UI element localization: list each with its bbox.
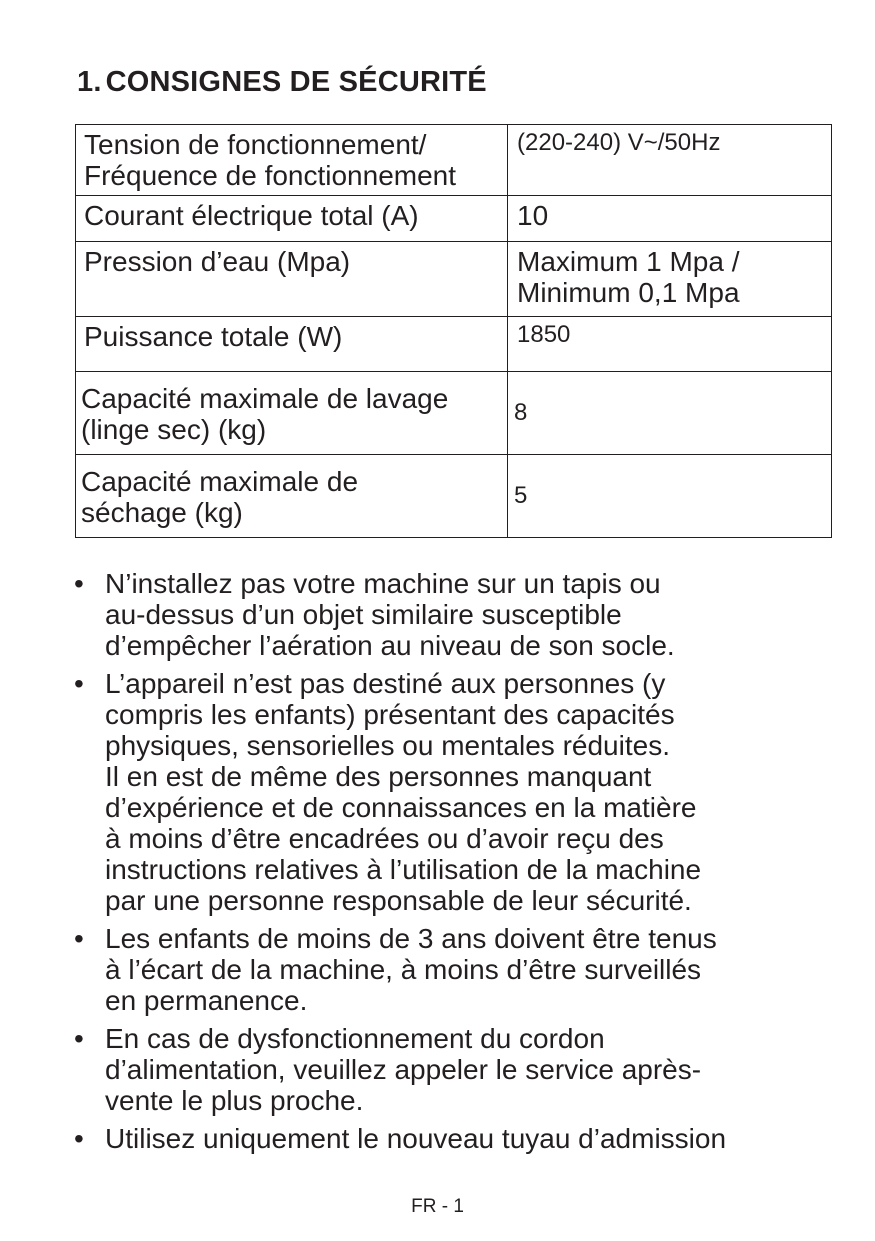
spec-label-water-pressure: Pression d’eau (Mpa) [76, 242, 508, 317]
spec-label-total-power: Puissance totale (W) [76, 317, 508, 372]
spec-label-dry-capacity: Capacité maximale de séchage (kg) [76, 455, 508, 538]
spec-value-dry-capacity: 5 [508, 455, 832, 538]
section-number: 1. [77, 66, 102, 98]
spec-label-wash-capacity: Capacité maximale de lavage (linge sec) (kg) [76, 372, 508, 455]
page-number: FR - 1 [411, 1196, 464, 1217]
instruction-text: En cas de dysfonctionnement du cordon d’alimentation, veuillez appeler le service après- vente le plus proche. [105, 1023, 702, 1116]
spec-value-voltage-frequency: (220-240) V~/50Hz [508, 125, 832, 196]
table-row [76, 242, 832, 317]
list-item [74, 668, 814, 916]
instruction-text: Les enfants de moins de 3 ans doivent être tenus à l’écart de la machine, à moins d’être surveillés en permanence. [105, 923, 717, 1016]
section-title: CONSIGNES DE SÉCURITÉ [105, 66, 487, 98]
spec-label-current: Courant électrique total (A) [76, 196, 508, 242]
bullet-icon: • [74, 668, 84, 699]
list-item [74, 568, 814, 661]
table-row [76, 125, 832, 196]
spec-value-total-power: 1850 [508, 317, 832, 372]
list-item [74, 1023, 814, 1116]
list-item [74, 1123, 814, 1154]
instruction-text: Utilisez uniquement le nouveau tuyau d’admission [105, 1123, 727, 1154]
instruction-text: N’installez pas votre machine sur un tapis ou au-dessus d’un objet similaire susceptible d’empêcher l’aération au niveau de son socle. [105, 568, 675, 661]
table-row [76, 317, 832, 372]
instruction-text: L’appareil n’est pas destiné aux personnes (y compris les enfants) présentant des capacités physiques, sensorielles ou mentales réduites. Il en est de même des personnes manquant d’expérience et de connaissances en la matière à moins d’être encadrées ou d’avoir reçu des instructions relatives à l’utilisation de la machine par une personne responsable de leur sécurité. [105, 668, 702, 916]
spec-value-water-pressure: Maximum 1 Mpa / Minimum 0,1 Mpa [508, 242, 832, 317]
spec-value-current: 10 [508, 196, 832, 242]
page-title [77, 66, 487, 99]
safety-instructions-list [74, 568, 814, 1161]
table-row [76, 196, 832, 242]
bullet-icon: • [74, 1123, 84, 1154]
list-item [74, 923, 814, 1016]
table-row [76, 455, 832, 538]
spec-value-wash-capacity: 8 [508, 372, 832, 455]
specifications-table [75, 124, 832, 538]
table-row [76, 372, 832, 455]
bullet-icon: • [74, 568, 84, 599]
spec-label-voltage-frequency: Tension de fonctionnement/ Fréquence de fonctionnement [76, 125, 508, 196]
bullet-icon: • [74, 1023, 84, 1054]
bullet-icon: • [74, 923, 84, 954]
